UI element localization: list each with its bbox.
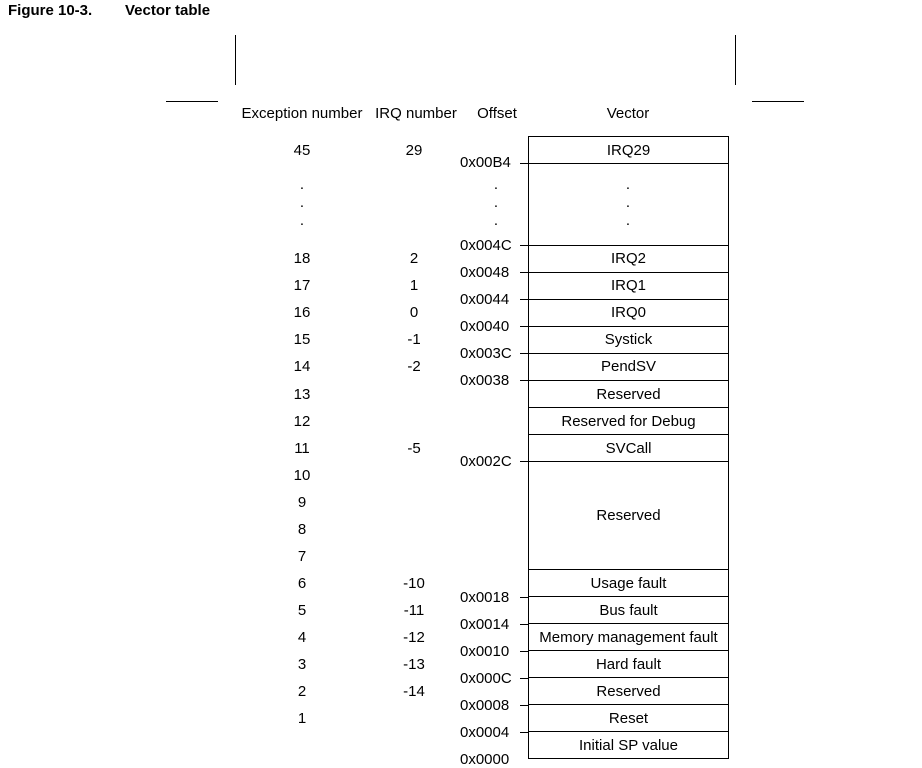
vector-entry: Reserved xyxy=(596,683,661,700)
vector-divider xyxy=(529,677,728,678)
ellipsis-dot: . xyxy=(493,194,499,211)
exception-number: 1 xyxy=(297,710,307,727)
offset-label: 0x0044 xyxy=(460,291,510,308)
offset-label: 0x0004 xyxy=(460,724,510,741)
offset-label: 0x00B4 xyxy=(460,154,511,171)
offset-label: 0x0038 xyxy=(460,372,510,389)
vector-divider xyxy=(529,245,728,246)
ellipsis-dot: . xyxy=(493,212,499,229)
vector-divider xyxy=(529,434,728,435)
irq-number: -10 xyxy=(403,575,425,592)
vector-entry: Systick xyxy=(604,331,653,348)
vector-divider xyxy=(529,163,728,164)
offset-label: 0x0008 xyxy=(460,697,510,714)
header-vector: Vector xyxy=(606,105,650,122)
ellipsis-dot: . xyxy=(625,212,631,229)
exception-number: 2 xyxy=(297,683,307,700)
irq-number: 0 xyxy=(409,304,419,321)
frame-left-vertical xyxy=(235,35,236,85)
offset-label: 0x000C xyxy=(460,670,512,687)
vector-divider xyxy=(529,704,728,705)
vector-entry: IRQ0 xyxy=(610,304,646,321)
irq-number: -12 xyxy=(403,629,425,646)
header-exception-number: Exception number xyxy=(241,105,363,122)
vector-divider xyxy=(529,623,728,624)
frame-left-horizontal xyxy=(166,101,218,102)
vector-divider xyxy=(529,299,728,300)
offset-tick xyxy=(520,353,528,354)
offset-tick xyxy=(520,732,528,733)
frame-right-vertical xyxy=(735,35,736,85)
irq-number: -1 xyxy=(407,331,421,348)
offset-label: 0x0014 xyxy=(460,616,510,633)
offset-label: 0x004C xyxy=(460,237,512,254)
ellipsis-dot: . xyxy=(299,212,305,229)
offset-tick xyxy=(520,624,528,625)
offset-label: 0x002C xyxy=(460,453,512,470)
vector-entry: IRQ29 xyxy=(606,142,651,159)
vector-entry: Initial SP value xyxy=(579,737,678,754)
offset-tick xyxy=(520,461,528,462)
header-offset: Offset xyxy=(477,105,517,122)
vector-entry: IRQ1 xyxy=(610,277,646,294)
offset-tick xyxy=(520,245,528,246)
exception-number: 45 xyxy=(293,142,311,159)
offset-tick xyxy=(520,326,528,327)
offset-tick xyxy=(520,705,528,706)
vector-entry: Hard fault xyxy=(595,656,662,673)
vector-entry: SVCall xyxy=(605,440,652,457)
vector-divider xyxy=(529,569,728,570)
exception-number: 14 xyxy=(293,358,311,375)
irq-number: 1 xyxy=(409,277,419,294)
header-irq-number: IRQ number xyxy=(375,105,457,122)
vector-divider xyxy=(529,461,728,462)
exception-number: 3 xyxy=(297,656,307,673)
offset-tick xyxy=(520,651,528,652)
exception-number: 6 xyxy=(297,575,307,592)
irq-number: -2 xyxy=(407,358,421,375)
irq-number: -5 xyxy=(407,440,421,457)
vector-table xyxy=(528,136,729,759)
exception-number: 13 xyxy=(293,386,311,403)
ellipsis-dot: . xyxy=(493,176,499,193)
offset-tick xyxy=(520,163,528,164)
frame-right-horizontal xyxy=(752,101,804,102)
vector-entry: PendSV xyxy=(600,358,657,375)
offset-tick xyxy=(520,380,528,381)
offset-label: 0x0000 xyxy=(460,751,510,768)
exception-number: 11 xyxy=(294,440,310,457)
figure-number: Figure 10-3. xyxy=(8,2,93,19)
offset-tick xyxy=(520,678,528,679)
vector-divider xyxy=(529,272,728,273)
exception-number: 9 xyxy=(297,494,307,511)
vector-divider xyxy=(529,407,728,408)
irq-number: -11 xyxy=(403,602,425,619)
offset-label: 0x0018 xyxy=(460,589,510,606)
exception-number: 5 xyxy=(297,602,307,619)
exception-number: 18 xyxy=(293,250,311,267)
vector-entry: Usage fault xyxy=(590,575,667,592)
exception-number: 15 xyxy=(293,331,311,348)
exception-number: 10 xyxy=(293,467,311,484)
exception-number: 4 xyxy=(297,629,307,646)
irq-number: 2 xyxy=(409,250,419,267)
exception-number: 16 xyxy=(293,304,311,321)
offset-label: 0x0010 xyxy=(460,643,510,660)
figure-title: Vector table xyxy=(125,2,211,19)
offset-tick xyxy=(520,597,528,598)
vector-entry: IRQ2 xyxy=(610,250,646,267)
vector-divider xyxy=(529,326,728,327)
offset-label: 0x0048 xyxy=(460,264,510,281)
offset-label: 0x003C xyxy=(460,345,512,362)
ellipsis-dot: . xyxy=(625,194,631,211)
vector-divider xyxy=(529,380,728,381)
irq-number: -14 xyxy=(403,683,425,700)
exception-number: 17 xyxy=(293,277,311,294)
irq-number: 29 xyxy=(405,142,423,159)
ellipsis-dot: . xyxy=(299,194,305,211)
ellipsis-dot: . xyxy=(299,176,305,193)
offset-tick xyxy=(520,272,528,273)
offset-tick xyxy=(520,299,528,300)
vector-entry: Reset xyxy=(608,710,649,727)
vector-entry: Bus fault xyxy=(599,602,658,619)
vector-divider xyxy=(529,596,728,597)
ellipsis-dot: . xyxy=(625,176,631,193)
exception-number: 7 xyxy=(297,548,307,565)
vector-entry: Reserved xyxy=(596,507,661,524)
irq-number: -13 xyxy=(403,656,425,673)
vector-entry: Reserved xyxy=(596,386,661,403)
offset-label: 0x0040 xyxy=(460,318,510,335)
exception-number: 12 xyxy=(293,413,311,430)
vector-divider xyxy=(529,731,728,732)
vector-entry: Reserved for Debug xyxy=(561,413,696,430)
vector-divider xyxy=(529,650,728,651)
exception-number: 8 xyxy=(297,521,307,538)
vector-divider xyxy=(529,353,728,354)
vector-entry: Memory management fault xyxy=(539,629,718,646)
